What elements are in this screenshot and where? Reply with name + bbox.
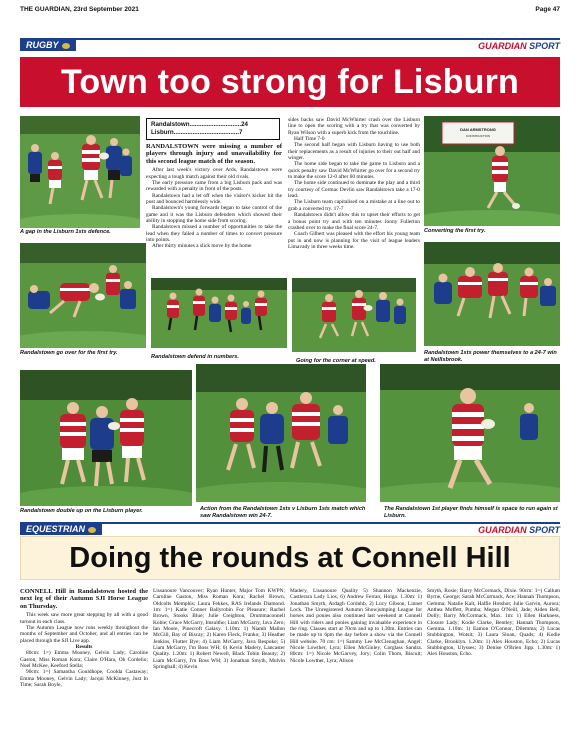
- rugby-story-lead: RANDALSTOWN were missing a number of players through injury and unavailability for this second league match of the season.: [146, 143, 282, 165]
- paragraph: The early pressure came from a big Lisburn pack and was rewarded with a penalty in front of the posts.: [146, 179, 282, 193]
- caption-double-up: Randalstown double up on the Lisburn player.: [20, 508, 143, 514]
- rugby-section-bar: [20, 38, 560, 51]
- caption-space-run: The Randalstown 1st player finds himself is space to run again st Lisburn.: [384, 506, 558, 519]
- section-tag-rugby: RUGBY: [20, 40, 76, 51]
- paragraph: Randalstown's young forwards began to take control of the game and it was the Lisburn defenders which showed their ability in stopping the home side from scoring.: [146, 205, 282, 224]
- caption-match-action: Action from the Randalstown 1sts v Lisburn 1sts match which saw Randalstown win 24-7.: [200, 506, 366, 519]
- paragraph: After thirty minutes a slick move by the home: [152, 243, 252, 250]
- caption-gap-in-defence: A gap in the Lisburn 1sts defence.: [20, 229, 111, 235]
- paragraph: Half Time 7-0: [294, 136, 325, 143]
- equestrian-col3: [290, 588, 422, 728]
- photo-match-action: [196, 364, 366, 502]
- score-home: Randalstown..............................24: [151, 121, 248, 128]
- sign-text: DAN ARMSTRONG: [460, 127, 496, 132]
- rugby-story-col2: [288, 117, 420, 275]
- score-box: [146, 118, 280, 140]
- equestrian-col1: [20, 588, 148, 728]
- equestrian-lead: CONNELL Hill in Randalstown hosted the next leg of their Autumn SJI Horse League on Thursday.: [20, 588, 148, 610]
- paragraph: After last week's victory over Ards, Randalstown were expecting a tough match against their old rivals.: [146, 167, 282, 180]
- photo-double-up: [20, 370, 192, 506]
- photo-first-try: [20, 243, 146, 348]
- paragraph: Lissanoure Vancouver; Ryan Hunter, Major Tom KWPN; Caroline Gaston, Miss Roman Kora; Rachel Brown, Oldcolts Memphis; Laura Fekkes, RAS Irelands Diamond. 1m: 1=) Katie Conner Ballyrobin For Pleasure; Rachel Brown, Stooks Blue; Julie Creighton, Drummaconnell Kobie; Grace McGarry, Imsultho; Liam McGarry, Java Zero; Ian Moore, Pinecroft Galaxy. 1.10m: 1) Niamh Mallon McGill, Bay of Biscay; 2) Karen Fleck, Franko; 3) Heather Jenkins, Flutter Bye; 4) Liam McGarry, Java Bespoke; 5) Liam McGarry, I'm Boss WH; 6) Kevin Madery, Lancaster Quality. 1.20m: 1) Robert Newell, Black Tobin Beauty; 2) Liam McGarry, I'm Boss WH; 3) Jonathan Smyth, Mulvin Springball; 4) Kevin: [153, 588, 285, 671]
- paragraph: The second half began with Lisburn having to use both their replacements as a result of injuries to their out half and winger.: [288, 142, 420, 162]
- section-tag-equestrian: EQUESTRIAN: [20, 524, 102, 535]
- caption-power-win: Randalstown 1sts power themselves to a 24-7 win at Neillsbrook.: [424, 350, 557, 363]
- caption-converting-try: Converting the first try.: [424, 228, 486, 234]
- paragraph: The home side began to take the game to Lisburn and a quick penalty saw David McWhirter go over for a second try to make the score 12-0 after 60 minutes.: [288, 161, 420, 181]
- results-heading: Results: [75, 643, 93, 650]
- paragraph: Randalstown had a let off when the visitor's kicker hit the post and bounced harmlessly wide.: [146, 192, 282, 205]
- caption-corner-speed: Going for the corner at speed.: [296, 358, 376, 364]
- paragraph: The Lisburn team capitalised on a mistake at a line out to grab a converted try. 17-7: [288, 199, 420, 212]
- paragraph: sides backs saw David McWhirter crash over the Lisburn line to open the scoring with a try that was converted by Ryan Wilson with a superb kick from the touchline.: [288, 117, 420, 136]
- equestrian-headline: Doing the rounds at Connell Hill: [20, 536, 560, 580]
- photo-space-run: [380, 364, 560, 502]
- rugby-headline: Town too strong for Lisburn: [20, 57, 560, 107]
- equestrian-section-bar: [20, 522, 560, 535]
- page-number: Page 47: [535, 6, 560, 13]
- paragraph: Madery, Lissanoure Quality 5) Shannon Mackenzie, Castlerara Lady Lios, 6) Andrew Ferran, Holga. 1.30m: 1) Jonathan Smyth, Ardagh Corduhb, 2) Lucy Gibson, Linnet Lock. The Unregistered Autumn Showjumping League for horses and ponies also continued last weekend at Connell Hill with riders and ponies gaining invaluable experience in the ring. Classes start at 70cm and up to 1.30m. Entries can be made up to 6pm the day before a show via the Connell Hill website. 70 cm: 1=) Sammy Lee McClenaghan, Angel; Nicole Lowther, Lyra; Ellen McGinley, Corglass Sandra. 80cm: 1=) Nicole McGarvey, Jory; Colin Thom, Biscuit; Nicole Lowther, Lyra; Alison: [290, 588, 422, 664]
- paragraph: Randalstown didn't allow this to upset their efforts to get a bonus point try and with ten minutes Jonny Fullerton crashed over to make the final score 24-7.: [288, 212, 420, 231]
- guardian-sport-brand: GUARDIAN SPORT: [478, 525, 560, 535]
- photo-corner-speed: [292, 278, 416, 352]
- photo-converting-try: [424, 116, 560, 226]
- paragraph: Coach Gilbert was pleased with the effort his young team put in and now is planning for the visit of league leaders Limavady in three weeks time.: [288, 231, 420, 250]
- photo-defend-numbers: [151, 278, 287, 348]
- paragraph: 90cm: 1=) Samantha Gouldhope, Coolda Castaway; Emma Mooney, Gelvin Lady; Jacqui McKinney, Just In Time; Sarah Boyle,: [20, 669, 148, 688]
- rugby-ball-icon: [62, 43, 70, 49]
- sign-text: CONSTRUCTION: [465, 134, 491, 138]
- paragraph: 80cm: 1=) Emma Mooney, Gelvin Lady; Caroline Gaston, Miss Roman Kora; Claire O'Hara, Oh Cordelio; Noel McKee, Keeford Stella;: [20, 650, 148, 669]
- paragraph: Smyth, Rosie; Barry McCormack, Dixie. 90cm: 1=) Callum Byrne, George; Sarah McCormack, Ace; Hannah Thompson, Gemma; Natalie Kalt, Halfie Hotshot; Julie Garvin, Aurora; Anthea Moffett, Pumba; Megan O'Neill, Jade; Aiden Bell, Dolly; Barry McCormack, Max. 1m: 1) Ellen Harkness, Closure Lady; Kodie Clarke, Bentley; Hannah Thompson, Gemma. 1.10m: 1) Eamon O'Connor, Dilemma; 2) Lucas Stubbington, Wotsit; 3) Laura Sloan, Quads; 4) Kodie Clarke, Brooklyn. 1.20m: 1) Alex Houston, Echo; 2) Lucas Stubbington, Ulysses; 3) Denise O'Brien Jipp. 1.30m: 1) Alex Houston, Echo.: [427, 588, 560, 658]
- paragraph: Randalstown missed a number of opportunities to take the lead when they failed a number of times to convert pressure into points.: [146, 224, 282, 243]
- rugby-story-col1: [146, 143, 282, 275]
- paragraph: This week saw more great stepping by all with a good turnout in each class.: [20, 612, 148, 625]
- horseshoe-icon: [88, 527, 96, 533]
- caption-defend-numbers: Randalstown defend in numbers.: [151, 354, 239, 360]
- photo-gap-in-defence: [20, 116, 140, 228]
- score-away: Lisburn......................................7: [151, 129, 243, 136]
- equestrian-col4: [427, 588, 560, 728]
- guardian-sport-brand: GUARDIAN SPORT: [478, 41, 560, 51]
- equestrian-col2: [153, 588, 285, 728]
- paragraph: The Autumn League now runs weekly throughout the months of September and October, and all entries can be placed through the SJI Live app.: [20, 624, 148, 644]
- masthead: [20, 6, 560, 16]
- photo-power-win: [424, 242, 560, 346]
- caption-first-try: Randalstown go over for the first try.: [20, 350, 118, 356]
- paper-date: THE GUARDIAN, 23rd September 2021: [20, 6, 139, 13]
- paragraph: The home side continued to dominate the play and a third try courtesy of Cormac Devlin saw Randalstown take a 17-0 lead.: [288, 180, 420, 200]
